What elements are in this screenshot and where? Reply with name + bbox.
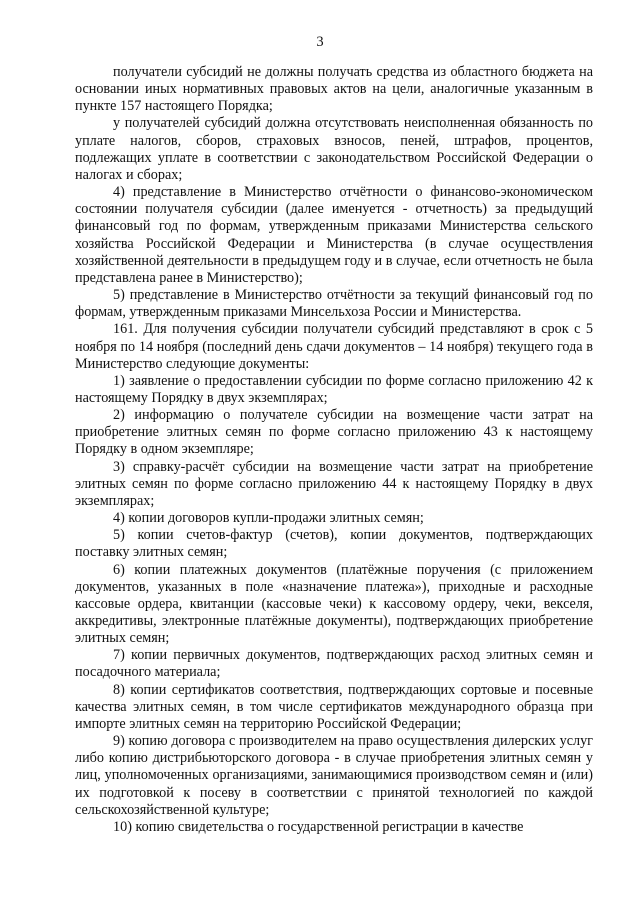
- paragraph: 3) справку-расчёт субсидии на возмещение части затрат на приобретение элитных семян по форме согласно приложению 44 к настоящему Порядку в двух экземплярах;: [75, 458, 593, 509]
- paragraph: 4) представление в Министерство отчётности о финансово-экономическом состоянии получателя субсидии (далее именуется - отчетность) за предыдущий финансовый год по формам, утвержденным приказами Министерства сельского хозяйства Российской Федерации и Министерства (в случае осуществления хозяйственной деятельности в предыдущем году и в случае, если отчетность не была представлена ранее в Министерство);: [75, 184, 593, 286]
- paragraph: 2) информацию о получателе субсидии на возмещение части затрат на приобретение элитных семян по форме согласно приложению 43 к настоящему Порядку в одном экземпляре;: [75, 407, 593, 458]
- paragraph: 9) копию договора с производителем на право осуществления дилерских услуг либо копию дистрибьюторского договора - в случае приобретения элитных семян у лиц, уполномоченных организациями, занимающимися производством семян и (или) их подготовкой к посеву в соответствии с принятой технологией по каждой сельскохозяйственной культуре;: [75, 733, 593, 818]
- document-body: [75, 64, 593, 836]
- paragraph: 7) копии первичных документов, подтверждающих расход элитных семян и посадочного материала;: [75, 647, 593, 681]
- paragraph: 6) копии платежных документов (платёжные поручения (с приложением документов, указанных в поле «назначение платежа»), приходные и расходные кассовые ордера, квитанции (кассовые чеки) к кассовому ордеру, чеки, векселя, аккредитивы, электронные платёжные документы), подтверждающих приобретение элитных семян;: [75, 561, 593, 647]
- paragraph: 4) копии договоров купли-продажи элитных семян;: [113, 510, 424, 527]
- paragraph: получатели субсидий не должны получать средства из областного бюджета на основании иных нормативных правовых актов на цели, аналогичные указанным в пункте 157 настоящего Порядка;: [75, 64, 593, 115]
- paragraph: 5) представление в Министерство отчётности за текущий финансовый год по формам, утвержденным приказами Минсельхоза России и Министерства.: [75, 287, 593, 321]
- paragraph: 10) копию свидетельства о государственной регистрации в качестве: [113, 818, 524, 835]
- paragraph: 161. Для получения субсидии получатели субсидий представляют в срок с 5 ноября по 14 ноября (последний день сдачи документов – 14 ноября) текущего года в Министерство следующие документы:: [75, 321, 593, 372]
- page-number: 3: [316, 34, 324, 50]
- paragraph: 8) копии сертификатов соответствия, подтверждающих сортовые и посевные качества элитных семян, в том числе сертификатов международного образца при импорте элитных семян на территорию Российской Федерации;: [75, 681, 593, 732]
- paragraph: у получателей субсидий должна отсутствовать неисполненная обязанность по уплате налогов, сборов, страховых взносов, пеней, штрафов, процентов, подлежащих уплате в соответствии с законодательством Российской Федерации о налогах и сборах;: [75, 115, 593, 183]
- paragraph: 1) заявление о предоставлении субсидии по форме согласно приложению 42 к настоящему Порядку в двух экземплярах;: [75, 372, 593, 406]
- paragraph: 5) копии счетов-фактур (счетов), копии документов, подтверждающих поставку элитных семян;: [75, 527, 593, 561]
